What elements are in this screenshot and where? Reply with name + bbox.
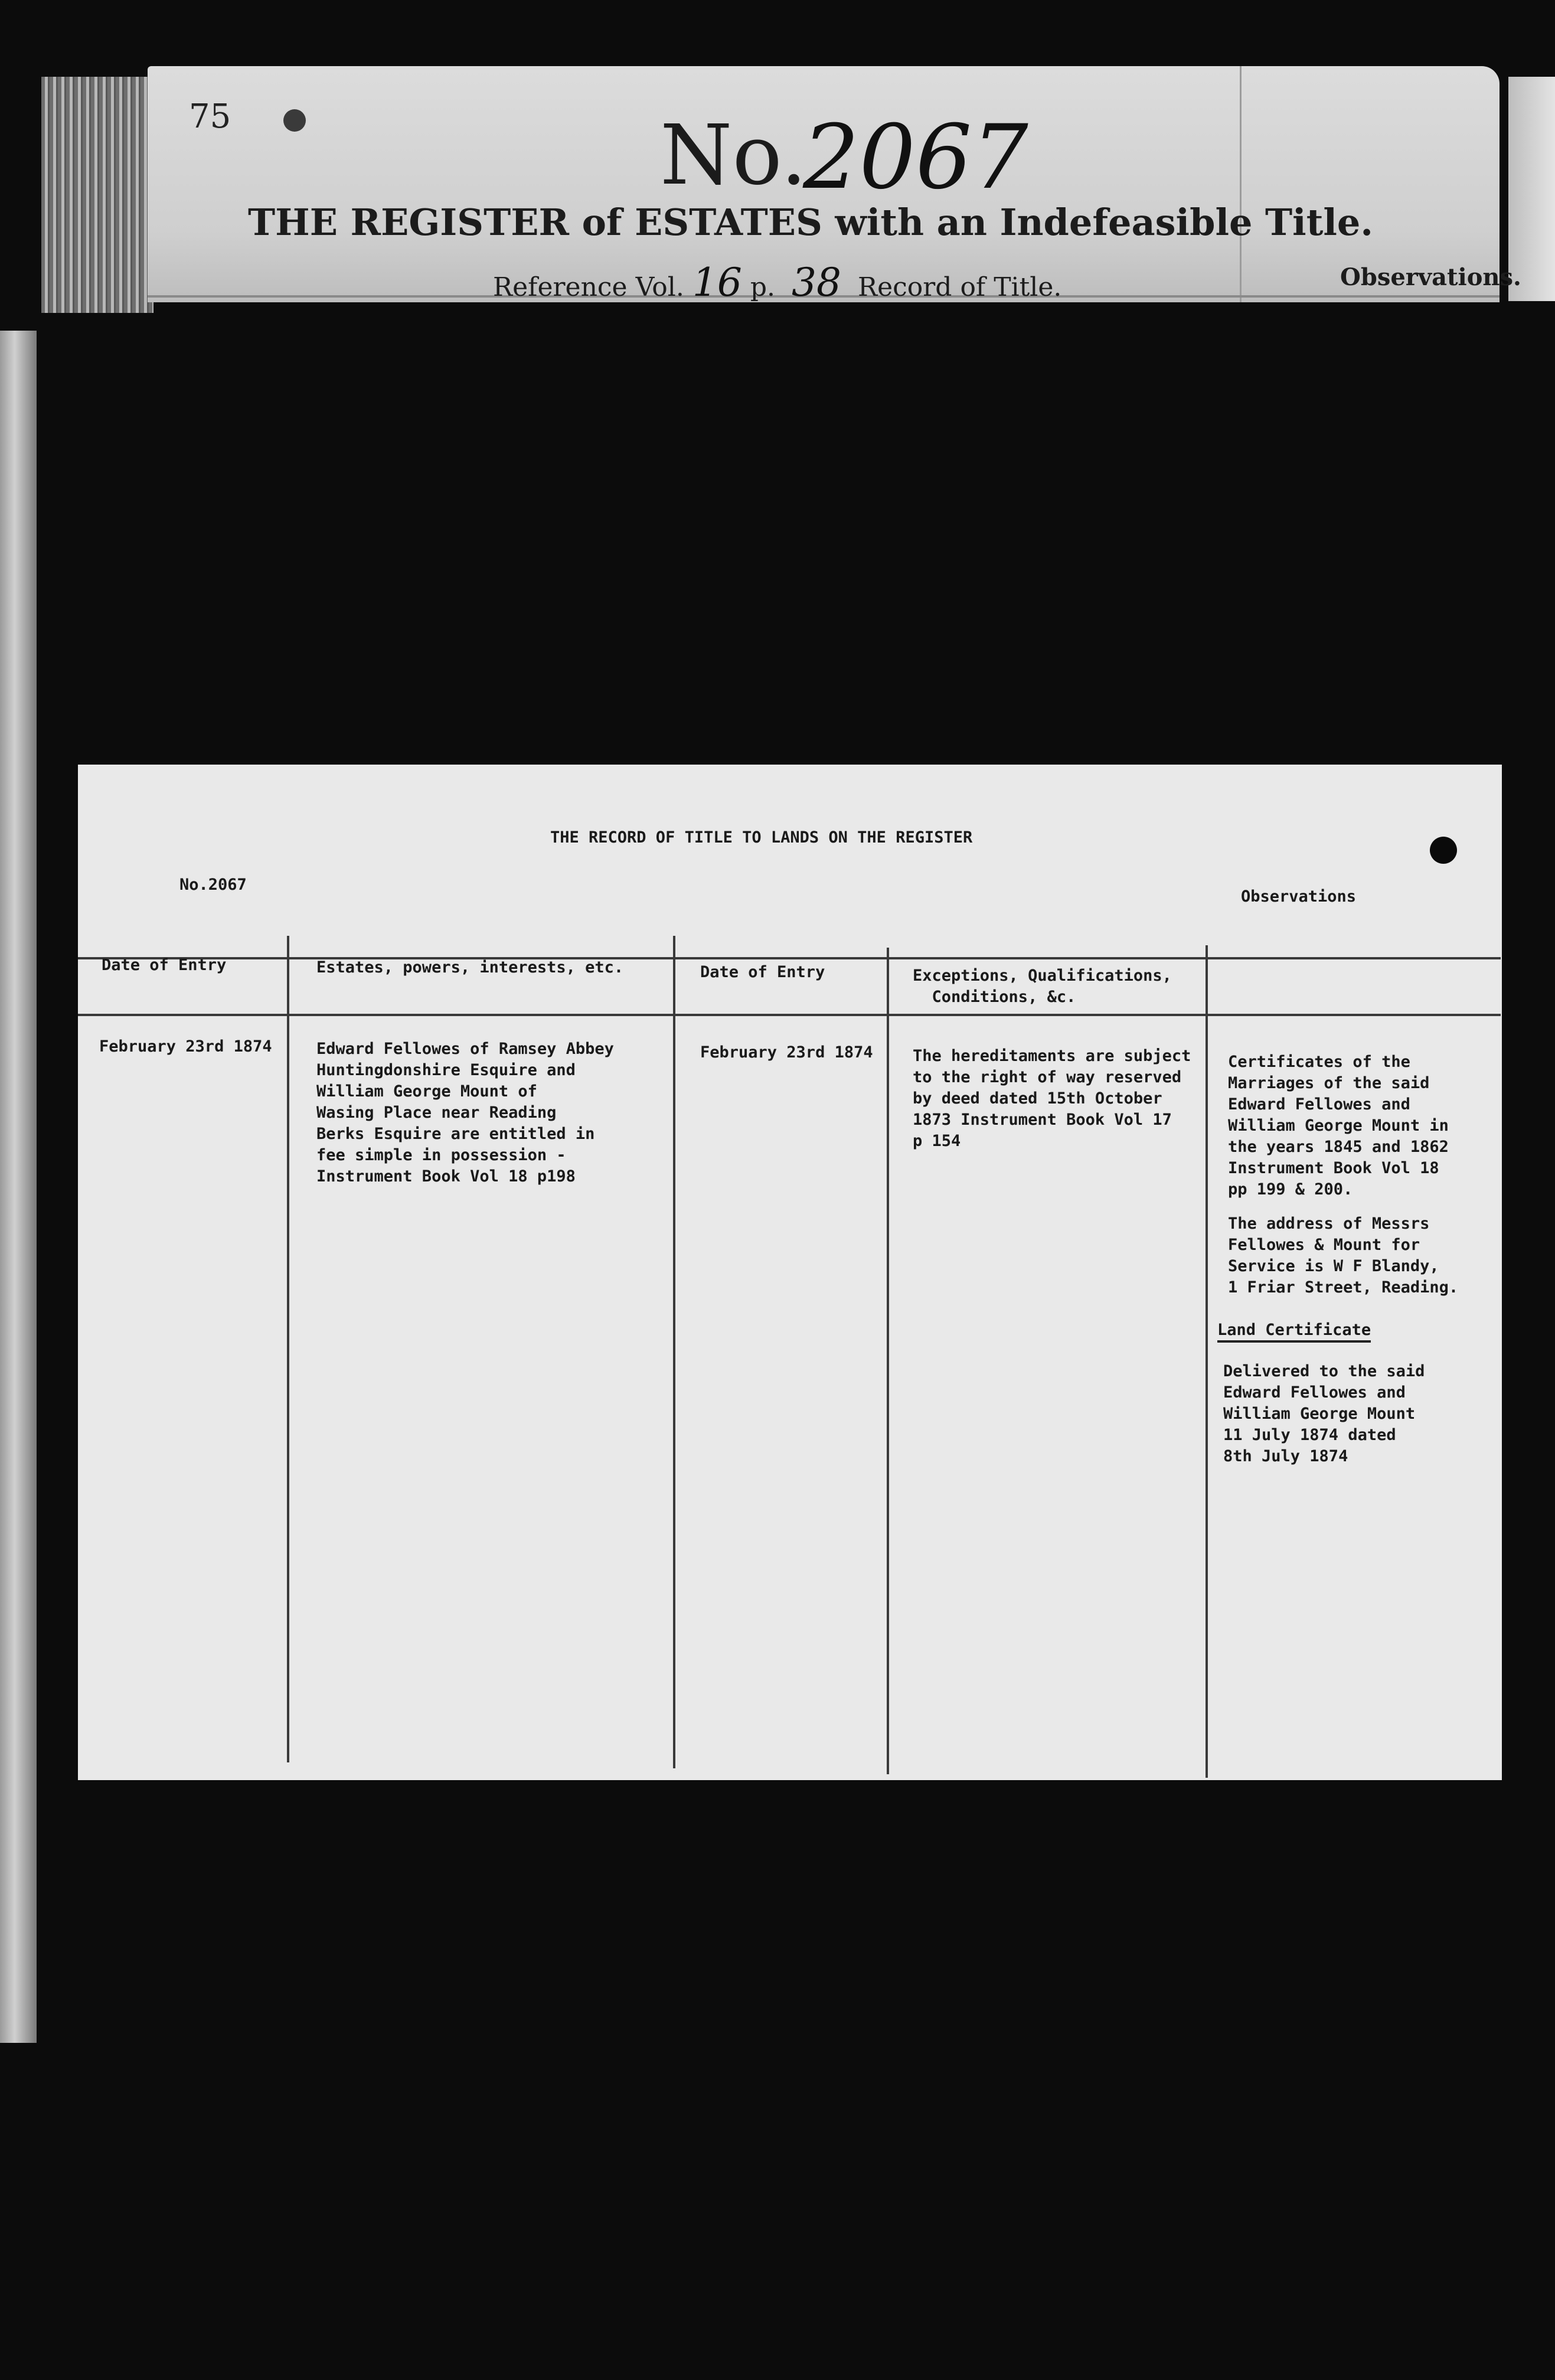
estates-text: Edward Fellowes of Ramsey Abbey Huntingdonshire Esquire and William George Mount of Wasing Place near Reading Berks Esquire are entitled in fee simple in possession - Instrument Book Vol 18 p198 xyxy=(316,1040,614,1186)
entry-date-2: February 23rd 1874 xyxy=(700,1043,873,1062)
reference-page: 38 xyxy=(791,260,841,305)
ledger-column-rule xyxy=(1240,66,1242,302)
register-number-label: No. xyxy=(660,107,807,204)
column-divider-3 xyxy=(887,948,889,1774)
column-header-estates: Estates, powers, interests, etc. xyxy=(316,958,624,977)
exceptions-text: The hereditaments are subject to the right of way reserved by deed dated 15th October 1873 Instrument Book Vol 17 p 154 xyxy=(913,1047,1191,1150)
record-card xyxy=(78,765,1502,1780)
book-page-edges xyxy=(41,77,153,313)
observations-marriage-certificates: Certificates of the Marriages of the said Edward Fellowes and William George Mount in the years 1845 and 1862 Instrument Book Vol 18 pp 199 & 200. xyxy=(1228,1053,1449,1199)
land-certificate-heading xyxy=(1217,1320,1371,1341)
column-divider-4 xyxy=(1206,945,1208,1778)
register-title: THE REGISTER of ESTATES with an Indefeasible Title. xyxy=(248,201,1373,244)
observations-delivery: Delivered to the said Edward Fellowes and William George Mount 11 July 1874 dated 8th July 1874 xyxy=(1223,1362,1425,1465)
register-number-handwritten: 2067 xyxy=(803,106,1028,209)
observations-heading: Observations xyxy=(1241,887,1357,906)
column-divider-2 xyxy=(673,936,675,1768)
reference-volume: 16 xyxy=(692,260,742,305)
punch-hole xyxy=(283,109,306,132)
column-header-exceptions: Exceptions, Qualifications, Conditions, &c. xyxy=(913,967,1172,1006)
entry-date-1: February 23rd 1874 xyxy=(99,1037,272,1056)
page-number: 75 xyxy=(189,97,231,136)
reference-prefix: Reference Vol. xyxy=(493,272,684,302)
column-header-date-of-entry: Date of Entry xyxy=(102,956,227,974)
card-title: THE RECORD OF TITLE TO LANDS ON THE REGISTER xyxy=(550,828,973,847)
reference-line xyxy=(493,260,1061,305)
card-punch-hole xyxy=(1430,837,1457,864)
column-header-date-of-entry-2: Date of Entry xyxy=(700,963,825,981)
record-of-title: Record of Title. xyxy=(857,272,1062,302)
column-divider-1 xyxy=(287,936,289,1762)
reference-page-prefix: p. xyxy=(750,272,775,302)
table-top-rule xyxy=(78,957,1501,959)
land-certificate-heading-text: Land Certificate xyxy=(1217,1321,1371,1343)
card-number: No.2067 xyxy=(179,876,247,894)
book-binding-edge xyxy=(0,331,37,2043)
ledger-observations-label: Observations. xyxy=(1340,263,1521,291)
observations-address-for-service: The address of Messrs Fellowes & Mount for Service is W F Blandy, 1 Friar Street, Reading. xyxy=(1228,1215,1459,1297)
table-header-rule xyxy=(78,1014,1501,1016)
